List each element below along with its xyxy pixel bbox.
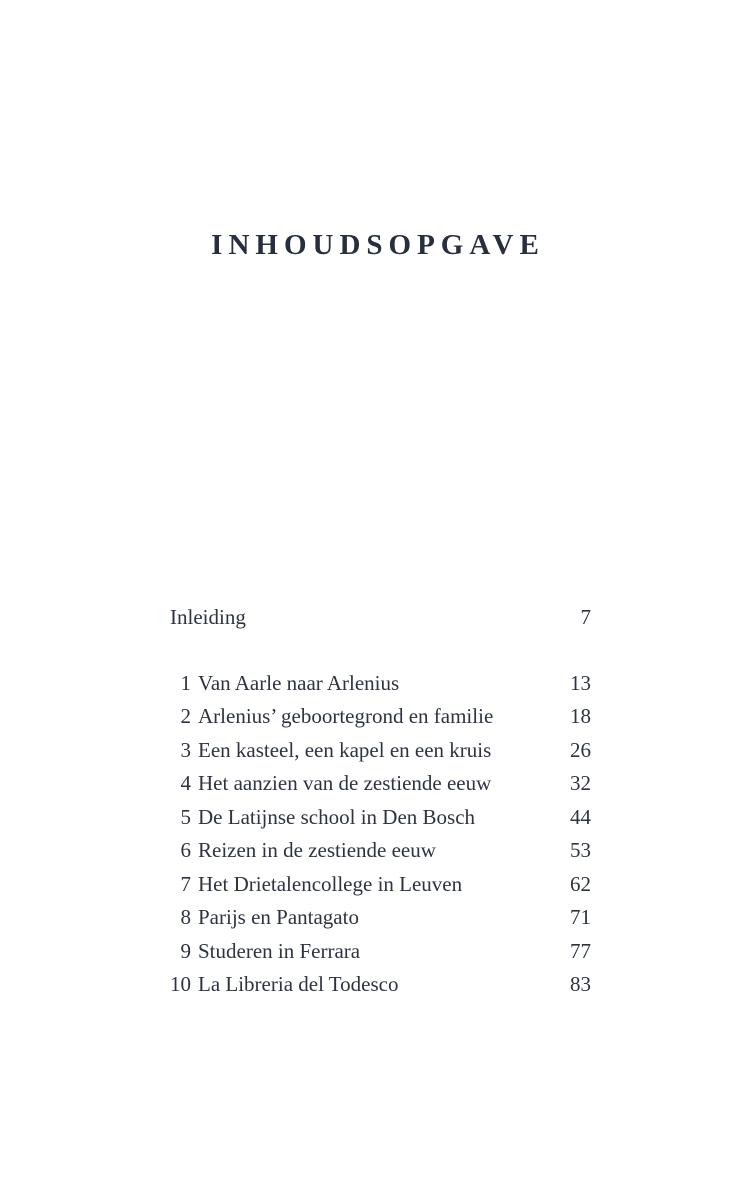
chapter-number: 3 [180,737,191,762]
chapter-title: Het aanzien van de zestiende eeuw [198,771,492,795]
chapter-title: Reizen in de zestiende eeuw [198,838,436,862]
chapter-page-number: 53 [570,838,591,862]
chapter-title: Het Drietalencollege in Leuven [198,871,463,896]
chapter-number: 8 [180,905,191,929]
chapter-page-number: 32 [570,771,591,795]
chapter-number: 4 [180,771,191,795]
chapter-page-number: 13 [570,670,591,695]
intro-page-number: 7 [580,605,591,629]
chapter-number: 2 [180,704,191,728]
chapter-number: 9 [180,938,191,963]
chapter-page-number: 62 [570,871,591,896]
chapter-page-number: 71 [570,905,591,929]
toc-intro-row [170,601,591,635]
chapter-title: Arlenius’ geboortegrond en familie [198,704,494,728]
chapter-number: 1 [180,670,191,695]
chapter-number: 10 [170,972,191,996]
chapter-page-number: 77 [570,938,591,963]
chapter-number: 6 [180,838,191,862]
chapter-title: La Libreria del Todesco [198,972,399,996]
toc-row [170,868,591,902]
chapter-number: 5 [180,804,191,829]
chapter-title: Een kasteel, een kapel en een kruis [198,737,492,762]
chapter-title: Van Aarle naar Arlenius [198,670,400,695]
toc-row [170,834,591,868]
chapter-title: Studeren in Ferrara [198,938,361,963]
toc-row [170,734,591,768]
chapter-title: Parijs en Pantagato [198,905,359,929]
chapter-page-number: 18 [570,704,591,728]
toc-row [170,667,591,701]
table-of-contents [170,601,591,1002]
page-title: INHOUDSOPGAVE [211,229,545,261]
toc-row [170,901,591,935]
toc-row [170,700,591,734]
toc-row [170,935,591,969]
intro-label: Inleiding [170,605,246,629]
chapter-list [170,667,591,1002]
toc-row [170,801,591,835]
chapter-page-number: 44 [570,804,591,829]
toc-row [170,968,591,1002]
chapter-title: De Latijnse school in Den Bosch [198,804,476,829]
toc-row [170,767,591,801]
chapter-page-number: 26 [570,737,591,762]
chapter-number: 7 [180,871,191,896]
chapter-page-number: 83 [570,972,591,996]
